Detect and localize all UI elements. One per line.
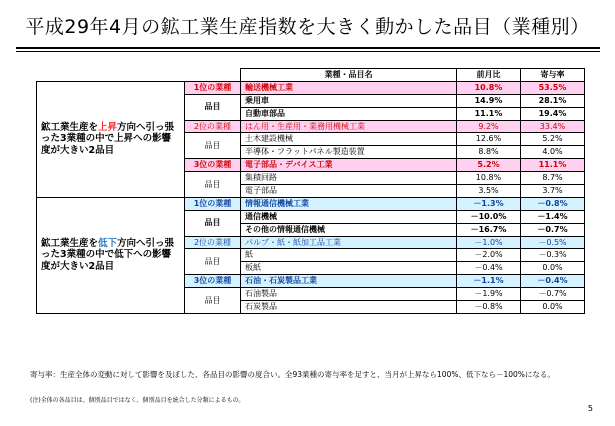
item-contrib: 19.4% (521, 107, 585, 120)
item-label: 品目 (185, 133, 241, 159)
industry-rank: 3位の業種 (185, 159, 241, 172)
item-label: 品目 (185, 249, 241, 275)
category-cell (37, 81, 185, 197)
item-name: 土木建設機械 (241, 133, 457, 146)
industry-mom: －1.1% (457, 275, 521, 288)
industry-mom: 9.2% (457, 120, 521, 133)
item-name: 石炭製品 (241, 301, 457, 314)
industry-rank: 2位の業種 (185, 236, 241, 249)
item-contrib: －0.3% (521, 249, 585, 262)
industry-contrib: －0.8% (521, 197, 585, 210)
item-label: 品目 (185, 288, 241, 314)
category-text-pre: 鉱工業生産を (41, 237, 99, 249)
category-text-pre: 鉱工業生産を (41, 121, 99, 133)
item-name: 紙 (241, 249, 457, 262)
item-name: その他の情報通信機械 (241, 223, 457, 236)
item-contrib: －0.7% (521, 223, 585, 236)
industry-contrib: 33.4% (521, 120, 585, 133)
industry-rank: 2位の業種 (185, 120, 241, 133)
item-name: 電子部品 (241, 185, 457, 198)
item-mom: 10.8% (457, 172, 521, 185)
header-blank (185, 69, 241, 82)
industry-name: 電子部品・デバイス工業 (241, 159, 457, 172)
table-header-row (37, 69, 585, 82)
item-mom: －0.4% (457, 262, 521, 275)
item-name: 石油製品 (241, 288, 457, 301)
page-number: 5 (587, 404, 593, 413)
title-rule (16, 47, 600, 49)
item-contrib: －1.4% (521, 210, 585, 223)
industry-name: 石油・石炭製品工業 (241, 275, 457, 288)
footnote: (注)全体の各品目は、個別品目ではなく、個別品目を統合した分類によるもの。 (30, 397, 245, 404)
header-item: 業種・品目名 (241, 69, 457, 82)
item-contrib: －0.7% (521, 288, 585, 301)
item-contrib: 8.7% (521, 172, 585, 185)
industry-contrib: －0.5% (521, 236, 585, 249)
industry-mom: －1.0% (457, 236, 521, 249)
industry-rank: 3位の業種 (185, 275, 241, 288)
industry-mom: 5.2% (457, 159, 521, 172)
contribution-table (36, 68, 585, 314)
item-mom: 12.6% (457, 133, 521, 146)
item-contrib: 0.0% (521, 301, 585, 314)
industry-contrib: 53.5% (521, 81, 585, 94)
item-label: 品目 (185, 172, 241, 198)
item-mom: －2.0% (457, 249, 521, 262)
page-title: 平成29年4月の鉱工業生産指数を大きく動かした品目（業種別） (25, 16, 590, 38)
industry-name: 輸送機械工業 (241, 81, 457, 94)
contribution-note: 寄与率：生産全体の変動に対して影響を及ぼした、各品目の影響の度合い。全93業種の寄与率を足すと、当月が上昇なら100%、低下なら－100%になる。 (30, 370, 555, 379)
item-mom: －0.8% (457, 301, 521, 314)
item-name: 自動車部品 (241, 107, 457, 120)
item-name: 集積回路 (241, 172, 457, 185)
industry-row (37, 197, 585, 210)
item-name: 板紙 (241, 262, 457, 275)
item-mom: 8.8% (457, 146, 521, 159)
item-name: 通信機械 (241, 210, 457, 223)
industry-rank: 1位の業種 (185, 197, 241, 210)
industry-mom: －1.3% (457, 197, 521, 210)
category-text-key: 上昇 (98, 121, 118, 133)
industry-name: 情報通信機械工業 (241, 197, 457, 210)
category-cell (37, 197, 185, 313)
item-contrib: 4.0% (521, 146, 585, 159)
item-mom: －16.7% (457, 223, 521, 236)
item-contrib: 28.1% (521, 94, 585, 107)
header-mom: 前月比 (457, 69, 521, 82)
item-contrib: 0.0% (521, 262, 585, 275)
category-text-post: 方向へ引っ張った3業種の中で上昇への影響度が大きい2品目 (41, 121, 175, 157)
industry-contrib: －0.4% (521, 275, 585, 288)
item-name: 乗用車 (241, 94, 457, 107)
title-rule-thin (16, 51, 600, 52)
item-mom: －1.9% (457, 288, 521, 301)
industry-rank: 1位の業種 (185, 81, 241, 94)
item-name: 半導体・フラットパネル製造装置 (241, 146, 457, 159)
header-contrib: 寄与率 (521, 69, 585, 82)
category-text-key: 低下 (98, 237, 118, 249)
item-contrib: 3.7% (521, 185, 585, 198)
item-mom: 14.9% (457, 94, 521, 107)
category-text-post: 方向へ引っ張った3業種の中で低下への影響度が大きい2品目 (41, 237, 175, 273)
header-blank (37, 69, 185, 82)
item-mom: －10.0% (457, 210, 521, 223)
industry-name: はん用・生産用・業務用機械工業 (241, 120, 457, 133)
industry-row (37, 81, 585, 94)
industry-contrib: 11.1% (521, 159, 585, 172)
item-mom: 11.1% (457, 107, 521, 120)
item-mom: 3.5% (457, 185, 521, 198)
industry-name: パルプ・紙・紙加工品工業 (241, 236, 457, 249)
industry-mom: 10.8% (457, 81, 521, 94)
item-label: 品目 (185, 210, 241, 236)
item-label: 品目 (185, 94, 241, 120)
item-contrib: 5.2% (521, 133, 585, 146)
